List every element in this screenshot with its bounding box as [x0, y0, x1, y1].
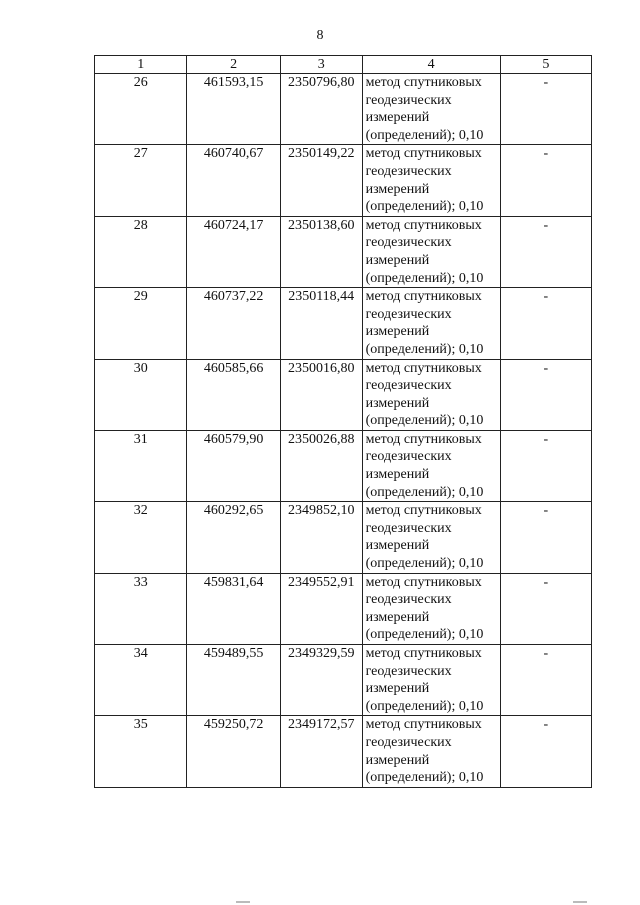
page-number: 8 [316, 28, 324, 43]
x-coordinate-cell: 461593,15 [187, 74, 280, 145]
method-cell [362, 288, 500, 359]
method-text-line: метод спутниковых [365, 289, 482, 305]
point-number-cell: 30 [95, 359, 187, 430]
x-coordinate-cell: 460737,22 [187, 288, 280, 359]
method-text-line: геодезических [365, 520, 452, 536]
method-cell [362, 216, 500, 287]
x-coordinate-cell: 460585,66 [187, 359, 280, 430]
method-text-line: метод спутниковых [365, 503, 482, 519]
scan-artifact [236, 901, 250, 903]
method-cell [362, 573, 500, 644]
y-coordinate-cell: 2349552,91 [280, 573, 362, 644]
method-text-line: геодезических [365, 592, 452, 608]
x-coordinate-cell: 459250,72 [187, 716, 280, 787]
method-text-line: (определений); 0,10 [365, 199, 484, 215]
y-coordinate-cell: 2349172,57 [280, 716, 362, 787]
column-header-4: 4 [362, 56, 500, 74]
method-text-line: геодезических [365, 306, 452, 322]
method-text-line: геодезических [365, 235, 452, 251]
table-row [95, 716, 592, 787]
method-text-line: измерений [365, 609, 430, 625]
method-text-line: (определений); 0,10 [365, 556, 484, 572]
note-cell: - [500, 645, 591, 716]
method-cell [362, 74, 500, 145]
y-coordinate-cell: 2350026,88 [280, 430, 362, 501]
x-coordinate-cell: 460724,17 [187, 216, 280, 287]
note-cell: - [500, 359, 591, 430]
point-number-cell: 31 [95, 430, 187, 501]
method-text-line: геодезических [365, 378, 452, 394]
x-coordinate-cell: 460740,67 [187, 145, 280, 216]
table-row [95, 74, 592, 145]
method-text-line: геодезических [365, 163, 452, 179]
method-text-line: метод спутниковых [365, 574, 482, 590]
method-text-line: (определений); 0,10 [365, 341, 484, 357]
method-text-line: метод спутниковых [365, 646, 482, 661]
table-row [95, 359, 592, 430]
point-number-cell: 28 [95, 216, 187, 287]
point-number-cell: 27 [95, 145, 187, 216]
scan-artifact [573, 901, 587, 903]
x-coordinate-cell: 460292,65 [187, 502, 280, 573]
method-text-line: метод спутниковых [365, 431, 482, 447]
method-text-line: (определений); 0,10 [365, 413, 484, 429]
method-cell [362, 145, 500, 216]
table-row [95, 573, 592, 644]
table-body [95, 74, 592, 788]
method-text-line: метод спутниковых [365, 717, 482, 733]
x-coordinate-cell: 459489,55 [187, 645, 280, 716]
y-coordinate-cell: 2350118,44 [280, 288, 362, 359]
method-text-line: геодезических [365, 734, 452, 750]
note-cell: - [500, 573, 591, 644]
method-text-line: метод спутниковых [365, 217, 482, 233]
y-coordinate-cell: 2350016,80 [280, 359, 362, 430]
method-text-line: (определений); 0,10 [365, 770, 484, 786]
method-text-line: геодезических [365, 663, 452, 679]
y-coordinate-cell: 2350149,22 [280, 145, 362, 216]
method-text-line: геодезических [365, 92, 452, 108]
table-header-row [95, 56, 592, 74]
table-row [95, 216, 592, 287]
y-coordinate-cell: 2349852,10 [280, 502, 362, 573]
note-cell: - [500, 716, 591, 787]
note-cell: - [500, 74, 591, 145]
y-coordinate-cell: 2350796,80 [280, 74, 362, 145]
x-coordinate-cell: 460579,90 [187, 430, 280, 501]
table-row [95, 645, 592, 716]
note-cell: - [500, 430, 591, 501]
method-text-line: измерений [365, 467, 430, 483]
note-cell: - [500, 216, 591, 287]
table-row [95, 430, 592, 501]
method-text-line: измерений [365, 752, 430, 768]
table-row [95, 288, 592, 359]
column-header-1: 1 [95, 56, 187, 74]
table-row [95, 502, 592, 573]
method-cell [362, 716, 500, 787]
point-number-cell: 35 [95, 716, 187, 787]
note-cell: - [500, 145, 591, 216]
method-text-line: (определений); 0,10 [365, 627, 484, 643]
point-number-cell: 26 [95, 74, 187, 145]
method-text-line: измерений [365, 395, 430, 411]
method-text-line: (определений); 0,10 [365, 484, 484, 500]
method-cell [362, 502, 500, 573]
y-coordinate-cell: 2350138,60 [280, 216, 362, 287]
point-number-cell: 33 [95, 573, 187, 644]
method-text-line: измерений [365, 110, 430, 126]
method-text-line: (определений); 0,10 [365, 270, 484, 286]
method-text-line: (определений); 0,10 [365, 698, 484, 714]
method-text-line: метод спутниковых [365, 75, 482, 90]
method-cell [362, 430, 500, 501]
method-text-line: (определений); 0,10 [365, 127, 484, 143]
x-coordinate-cell: 459831,64 [187, 573, 280, 644]
column-header-2: 2 [187, 56, 280, 74]
method-text-line: измерений [365, 681, 430, 697]
note-cell: - [500, 502, 591, 573]
method-cell [362, 359, 500, 430]
table-row [95, 145, 592, 216]
method-text-line: измерений [365, 252, 430, 268]
method-text-line: измерений [365, 181, 430, 197]
method-text-line: метод спутниковых [365, 146, 482, 162]
method-text-line: измерений [365, 538, 430, 554]
note-cell: - [500, 288, 591, 359]
point-number-cell: 29 [95, 288, 187, 359]
y-coordinate-cell: 2349329,59 [280, 645, 362, 716]
column-header-5: 5 [500, 56, 591, 74]
point-number-cell: 34 [95, 645, 187, 716]
method-cell [362, 645, 500, 716]
coordinates-table [94, 55, 592, 788]
method-text-line: геодезических [365, 449, 452, 465]
method-text-line: измерений [365, 324, 430, 340]
method-text-line: метод спутниковых [365, 360, 482, 376]
column-header-3: 3 [280, 56, 362, 74]
point-number-cell: 32 [95, 502, 187, 573]
